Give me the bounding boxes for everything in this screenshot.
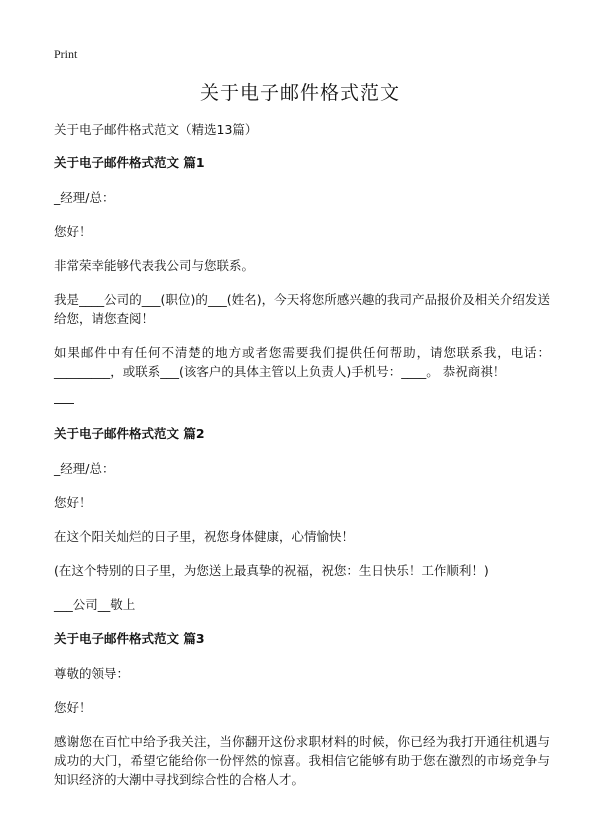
body-paragraph: 非常荣幸能够代表我公司与您联系。 xyxy=(54,258,255,273)
body-paragraph: 在这个阳关灿烂的日子里，祝您身体健康，心情愉快！ xyxy=(54,529,355,544)
salutation: 尊敬的领导： xyxy=(54,666,130,681)
greeting: 您好！ xyxy=(54,224,92,239)
section-heading: 关于电子邮件格式范文 篇1 xyxy=(54,155,205,170)
body-paragraph: (在这个特别的日子里，为您送上最真挚的祝福，祝您：生日快乐！工作顺利！) xyxy=(54,563,489,578)
document-title: 关于电子邮件格式范文 xyxy=(199,82,400,104)
document-body xyxy=(54,120,550,804)
salutation: _经理/总： xyxy=(54,190,115,205)
print-link[interactable]: Print xyxy=(54,47,78,61)
signature-line: ___公司__敬上 xyxy=(54,597,136,612)
section-heading: 关于电子邮件格式范文 篇2 xyxy=(54,426,205,441)
greeting: 您好！ xyxy=(54,495,92,510)
greeting: 您好！ xyxy=(54,700,92,715)
section-divider xyxy=(54,403,74,404)
section-heading: 关于电子邮件格式范文 篇3 xyxy=(54,631,205,646)
document-subtitle: 关于电子邮件格式范文（精选13篇） xyxy=(54,122,258,137)
body-paragraph: 感谢您在百忙中给予我关注，当你翻开这份求职材料的时候，你已经为我打开通往机遇与成功的大门，希望它能给你一份怦然的惊喜。我相信它能够有助于您在激烈的市场竞争与知识经济的大潮中寻找到综合性的合格人才。 xyxy=(54,734,550,787)
salutation: _经理/总： xyxy=(54,461,115,476)
body-paragraph: 我是____公司的___(职位)的___(姓名)，今天将您所感兴趣的我司产品报价及相关介绍发送给您，请您查阅！ xyxy=(54,292,550,326)
body-paragraph: 如果邮件中有任何不清楚的地方或者您需要我们提供任何帮助，请您联系我，电话：_________，或联系___(该客户的具体主管以上负责人)手机号：____。 恭祝商祺！ xyxy=(54,345,550,379)
